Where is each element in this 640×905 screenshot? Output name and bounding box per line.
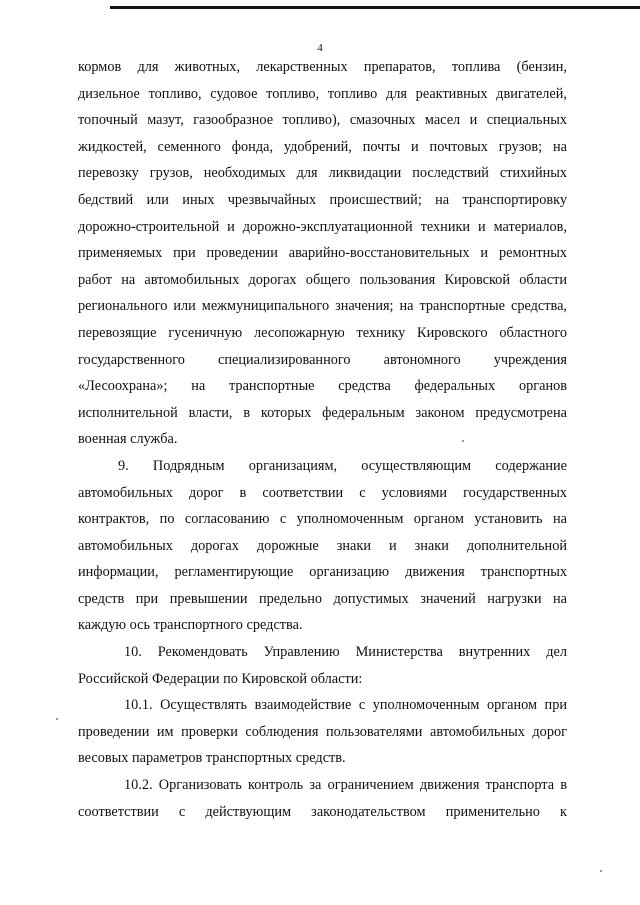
document-body [78, 54, 567, 825]
text-line: государственного специализированного автономного учреждения [78, 351, 567, 368]
text-line: соответствии с действующим законодательством применительно к [78, 803, 567, 820]
text-line: весовых параметров транспортных средств. [78, 750, 346, 767]
text-line: автомобильных дорогах дорожные знаки и знаки дополнительной [78, 537, 567, 554]
scan-speck [56, 718, 58, 720]
paragraph-10-1-line: 10.1. Осуществлять взаимодействие с уполномоченным органом при [124, 697, 567, 714]
text-line: топочный мазут, газообразное топливо), смазочных масел и специальных [78, 112, 567, 129]
paragraph-10-2-line: 10.2. Организовать контроль за ограничением движения транспорта в [124, 777, 567, 794]
text-line: военная служба. [78, 431, 178, 448]
text-line: информации, регламентирующие организацию движения транспортных [78, 564, 567, 581]
text-line: контрактов, по согласованию с уполномоченным органом установить на [78, 511, 567, 528]
text-line: перевозящие гусеничную лесопожарную технику Кировского областного [78, 324, 567, 341]
text-line: каждую ось транспортного средства. [78, 617, 303, 634]
text-line: «Лесоохрана»; на транспортные средства федеральных органов [78, 378, 567, 395]
text-line: проведении им проверки соблюдения пользователями автомобильных дорог [78, 723, 567, 740]
scan-speck [462, 440, 464, 442]
text-line: Российской Федерации по Кировской области: [78, 670, 363, 687]
text-line: дорожно-строительной и дорожно-эксплуатационной техники и материалов, [78, 218, 567, 235]
page-number: 4 [317, 42, 323, 54]
text-line: автомобильных дорог в соответствии с условиями государственных [78, 484, 567, 501]
text-line: средств при превышении предельно допустимых значений нагрузки на [78, 590, 567, 607]
text-line: перевозку грузов, необходимых для ликвидации последствий стихийных [78, 165, 567, 182]
text-line: исполнительной власти, в которых федеральным законом предусмотрена [78, 404, 567, 421]
text-line: бедствий или иных чрезвычайных происшествий; на транспортировку [78, 191, 567, 208]
text-line: применяемых при проведении аварийно-восстановительных и ремонтных [78, 245, 567, 262]
paragraph-9-line: 9. Подрядным организациям, осуществляющим содержание [118, 457, 567, 474]
text-line: кормов для животных, лекарственных препаратов, топлива (бензин, [78, 59, 567, 75]
text-line: работ на автомобильных дорогах общего пользования Кировской области [78, 271, 567, 288]
text-line: жидкостей, семенного фонда, удобрений, почты и почтовых грузов; на [78, 138, 567, 155]
top-border-line [110, 6, 640, 9]
text-line: регионального или межмуниципального значения; на транспортные средства, [78, 298, 567, 315]
paragraph-10-line: 10. Рекомендовать Управлению Министерства внутренних дел [124, 644, 567, 661]
scan-speck [600, 870, 602, 872]
text-line: дизельное топливо, судовое топливо, топливо для реактивных двигателей, [78, 85, 567, 102]
